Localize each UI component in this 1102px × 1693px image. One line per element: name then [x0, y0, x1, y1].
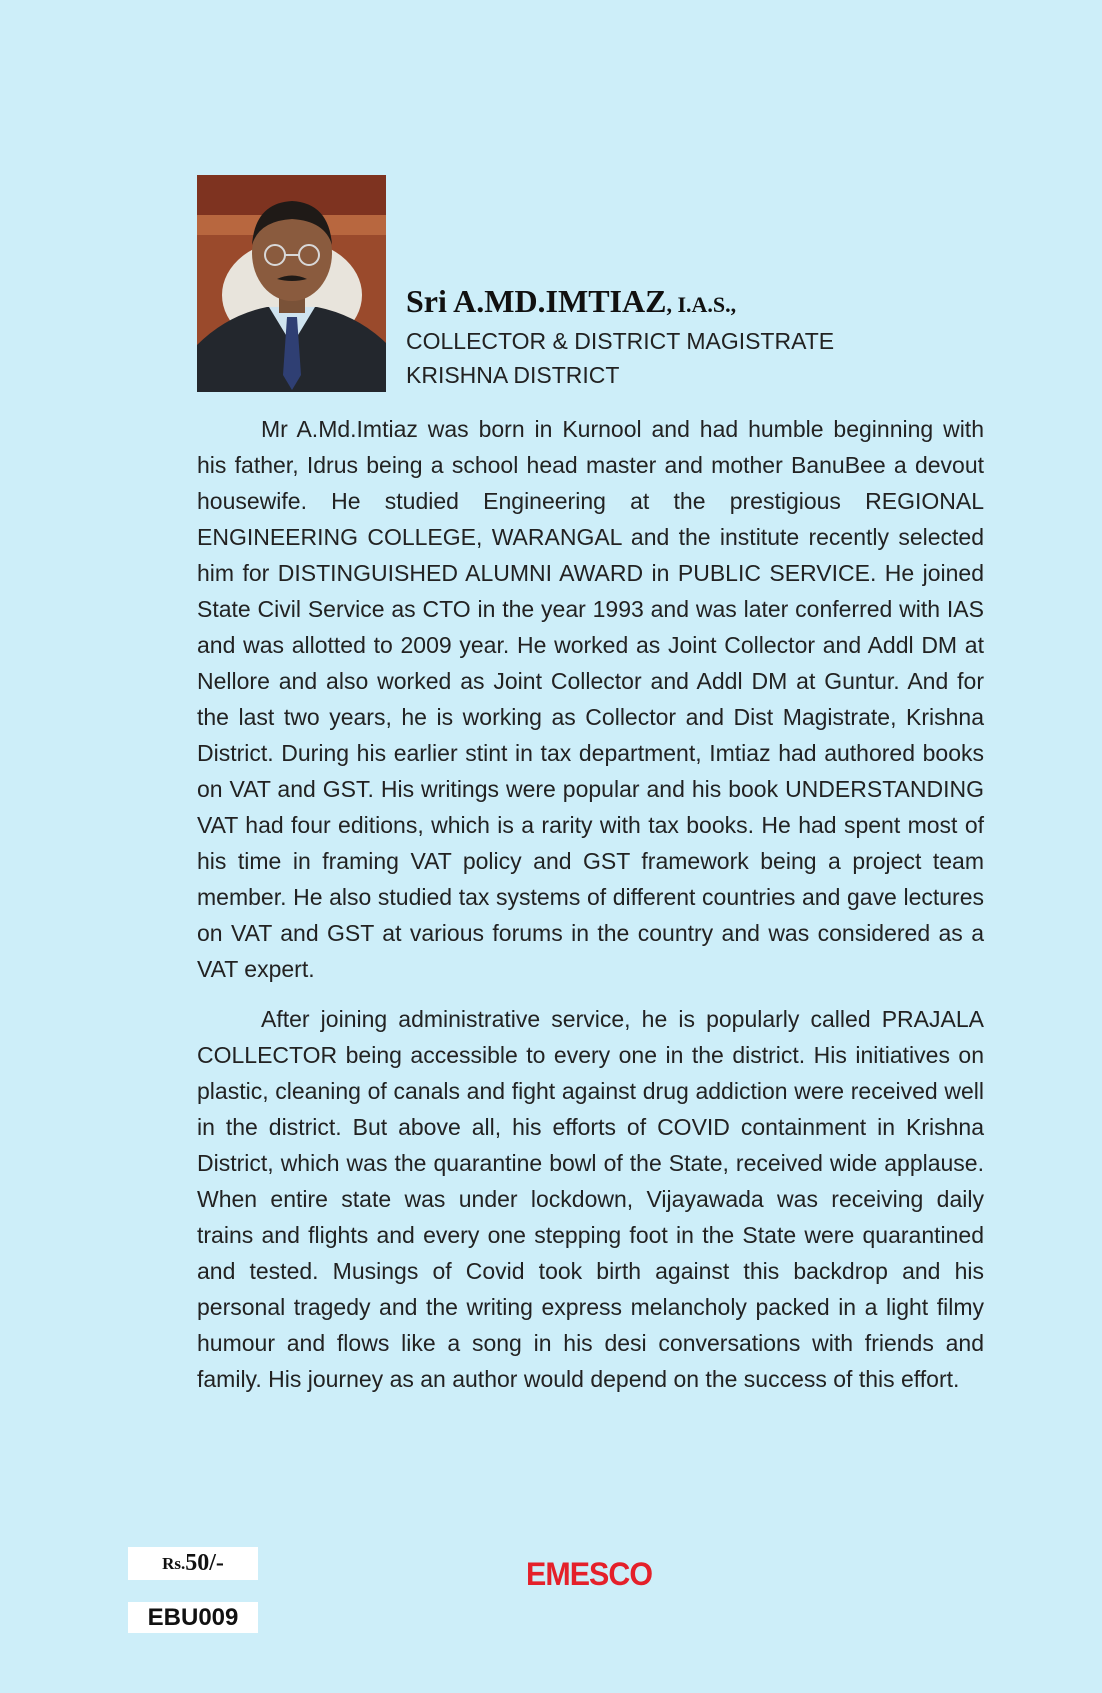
- author-biography: [197, 411, 984, 1397]
- book-code: EBU009: [128, 1602, 258, 1633]
- author-designation: COLLECTOR & DISTRICT MAGISTRATE: [406, 328, 835, 354]
- bio-paragraph-2: After joining administrative service, he is popularly called PRAJALA COLLECTOR being accessible to every one in the district. His initiatives on plastic, cleaning of canals and fight against drug addiction were received well in the district. But above all, his efforts of COVID containment in Krishna District, which was the quarantine bowl of the State, received wide applause. When entire state was under lockdown, Vijayawada was receiving daily trains and flights and every one stepping foot in the State were quarantined and tested. Musings of Covid took birth against this backdrop and his personal tragedy and the writing express melancholy packed in a light filmy humour and flows like a song in his desi conversations with friends and family. His journey as an author would depend on the success of this effort.: [197, 1006, 984, 1392]
- author-info: [406, 282, 834, 392]
- price-currency: Rs.: [162, 1553, 186, 1573]
- price-label: [128, 1547, 258, 1580]
- author-name: [406, 282, 834, 324]
- author-district: KRISHNA DISTRICT: [406, 362, 620, 388]
- author-name-suffix: , I.A.S.,: [666, 292, 737, 317]
- bio-paragraph-1: Mr A.Md.Imtiaz was born in Kurnool and had humble beginning with his father, Idrus being a school head master and mother BanuBee a devout housewife. He studied Engineering at the prestigious REGIONAL ENGINEERING COLLEGE, WARANGAL and the institute recently selected him for DISTINGUISHED ALUMNI AWARD in PUBLIC SERVICE. He joined State Civil Service as CTO in the year 1993 and was later conferred with IAS and was allotted to 2009 year. He worked as Joint Collector and Addl DM at Nellore and also worked as Joint Collector and Addl DM at Guntur. And for the last two years, he is working as Collector and Dist Magistrate, Krishna District. During his earlier stint in tax department, Imtiaz had authored books on VAT and GST. His writings were popular and his book UNDERSTANDING VAT had four editions, which is a rarity with tax books. He had spent most of his time in framing VAT policy and GST framework being a project team member. He also studied tax systems of different countries and gave lectures on VAT and GST at various forums in the country and was considered as a VAT expert.: [197, 416, 984, 982]
- publisher-logo: EMESCO: [526, 1556, 653, 1592]
- price-amount: 50/-: [185, 1550, 224, 1576]
- author-name-text: Sri A.MD.IMTIAZ: [406, 283, 667, 319]
- author-photo: [197, 175, 386, 392]
